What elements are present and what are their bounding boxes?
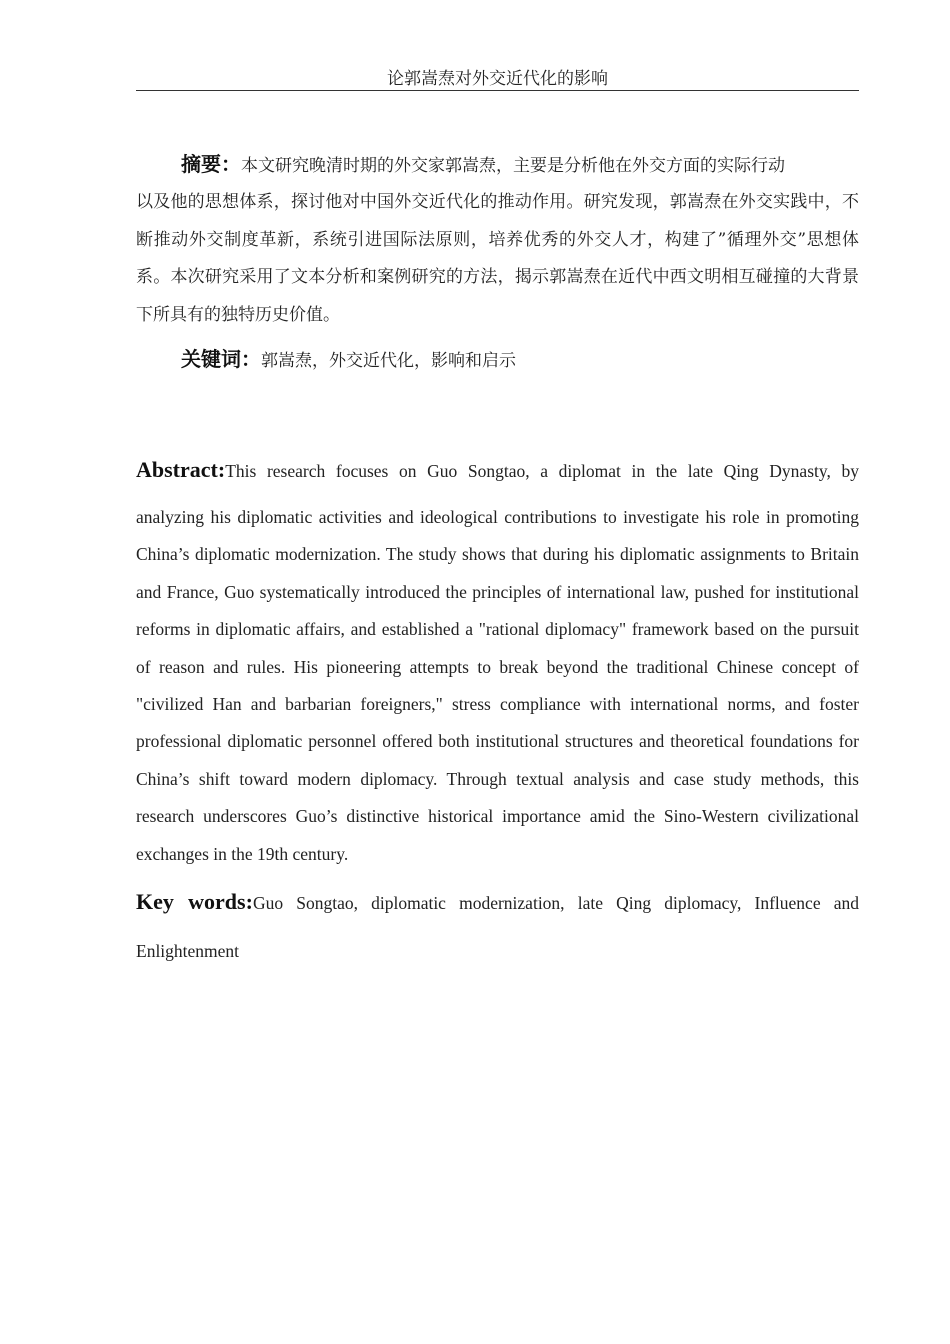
english-abstract-first-line bbox=[136, 453, 859, 488]
running-header bbox=[136, 68, 859, 91]
english-abstract-first-line-text: This research focuses on Guo Songtao, a diplomat in the late Qing Dynasty, by bbox=[225, 461, 859, 481]
chinese-keywords-label: 关键词： bbox=[181, 347, 261, 371]
chinese-abstract-first-line-text: 本文研究晚清时期的外交家郭嵩焘，主要是分析他在外交方面的实际行动 bbox=[241, 156, 785, 176]
chinese-keywords-text: 郭嵩焘，外交近代化，影响和启示 bbox=[261, 351, 516, 371]
english-abstract-paragraph bbox=[136, 453, 859, 873]
chinese-abstract-body: 以及他的思想体系，探讨他对中国外交近代化的推动作用。研究发现，郭嵩焘在外交实践中，不断推动外交制度革新，系统引进国际法原则，培养优秀的外交人才，构建了”循理外交”思想体系。本次研究采用了文本分析和案例研究的方法，揭示郭嵩焘在近代中西文明相互碰撞的大背景下所具有的独特历史价值。 bbox=[136, 192, 859, 325]
english-keywords-text: Guo Songtao, diplomatic modernization, late Qing diplomacy, Influence and Enlightenment bbox=[136, 893, 859, 962]
chinese-keywords bbox=[136, 344, 859, 376]
chinese-abstract-first-line bbox=[136, 146, 859, 184]
header-title: 论郭嵩焘对外交近代化的影响 bbox=[387, 69, 608, 89]
english-abstract-label: Abstract: bbox=[136, 457, 226, 482]
chinese-abstract-section bbox=[136, 146, 859, 376]
english-abstract-body: analyzing his diplomatic activities and ideological contributions to investigate his role in promoting China’s diplomatic modernization. The study shows that during his diplomatic assignments to Britain and France, Guo systematically introduced the principles of international law, pushed for institutional reforms in diplomatic affairs, and established a "rational diplomacy" framework based on the pursuit of reason and rules. His pioneering attempts to break beyond the traditional Chinese concept of "civilized Han and barbarian foreigners," stress compliance with international norms, and foster professional diplomatic personnel offered both institutional structures and theoretical foundations for China’s shift toward modern diplomacy. Through textual analysis and case study methods, this research underscores Guo’s distinctive historical importance amid the Sino-Western civilizational exchanges in the 19th century. bbox=[136, 507, 859, 864]
english-abstract-section bbox=[136, 453, 859, 975]
chinese-abstract-label: 摘要： bbox=[181, 152, 241, 176]
english-keywords-label: Key words: bbox=[136, 889, 253, 915]
english-keywords bbox=[136, 878, 859, 975]
